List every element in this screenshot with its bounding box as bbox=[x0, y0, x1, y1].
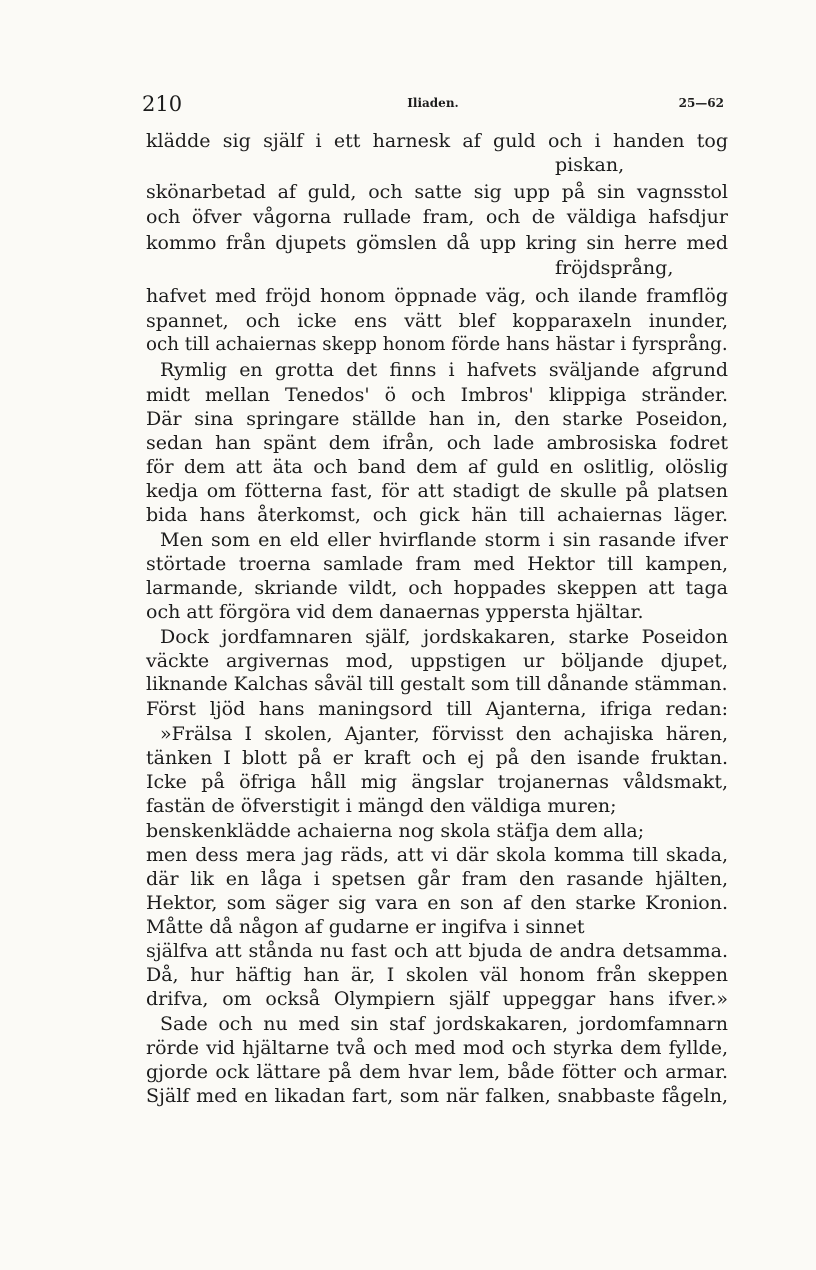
text-line: piskan, bbox=[555, 154, 625, 176]
page-header bbox=[142, 92, 724, 122]
text-line: tänken I blott på er kraft och ej på den isande fruktan. bbox=[146, 747, 728, 769]
text-line: Själf med en likadan fart, som när falken, snabbaste fågeln, bbox=[146, 1085, 728, 1107]
page-number: 210 bbox=[142, 92, 183, 116]
text-line: väckte argivernas mod, uppstigen ur böljande djupet, bbox=[146, 650, 728, 672]
text-line: Rymlig en grotta det finns i hafvets sväljande afgrund bbox=[160, 359, 728, 381]
text-line: liknande Kalchas såväl till gestalt som till dånande stämman. bbox=[146, 674, 728, 695]
text-line: Men som en eld eller hvirflande storm i sin rasande ifver bbox=[160, 529, 728, 551]
text-line: där lik en låga i spetsen går fram den rasande hjälten, bbox=[146, 868, 728, 890]
text-line: men dess mera jag räds, att vi där skola komma till skada, bbox=[146, 844, 728, 866]
text-line: skönarbetad af guld, och satte sig upp på sin vagnsstol bbox=[146, 181, 728, 203]
running-title: Iliaden. bbox=[407, 96, 459, 110]
text-line: själfva att stånda nu fast och att bjuda de andra detsamma. bbox=[146, 940, 728, 962]
text-line: kommo från djupets gömslen då upp kring sin herre med bbox=[146, 232, 728, 254]
text-line: spannet, och icke ens vätt blef kopparaxeln inunder, bbox=[146, 310, 728, 332]
text-line: kedja om fötterna fast, för att stadigt de skulle på platsen bbox=[146, 480, 728, 502]
text-line: och öfver vågorna rullade fram, och de väldiga hafsdjur bbox=[146, 206, 728, 228]
text-line: störtade troerna samlade fram med Hektor till kampen, bbox=[146, 553, 728, 575]
text-line: Sade och nu med sin staf jordskakaren, jordomfamnarn bbox=[160, 1013, 728, 1035]
text-line: klädde sig själf i ett harnesk af guld och i handen tog bbox=[146, 130, 728, 152]
text-line: Först ljöd hans maningsord till Ajanterna, ifriga redan: bbox=[146, 698, 728, 720]
text-line: fröjdsprång, bbox=[555, 257, 674, 279]
text-line: Då, hur häftig han är, I skolen väl honom från skeppen bbox=[146, 964, 728, 986]
text-line: Dock jordfamnaren själf, jordskakaren, starke Poseidon bbox=[160, 626, 728, 648]
text-line: Icke på öfriga håll mig ängslar trojanernas våldsmakt, bbox=[146, 771, 728, 793]
text-line: hafvet med fröjd honom öppnade väg, och ilande framflög bbox=[146, 285, 728, 307]
text-line: rörde vid hjältarne två och med mod och styrka dem fyllde, bbox=[146, 1037, 728, 1059]
line-range: 25—62 bbox=[678, 96, 724, 110]
text-line: »Frälsa I skolen, Ajanter, förvisst den achajiska hären, bbox=[160, 723, 728, 745]
text-line: och att förgöra vid dem danaernas yppersta hjältar. bbox=[146, 601, 644, 623]
text-line: drifva, om också Olympiern själf uppeggar hans ifver.» bbox=[146, 988, 728, 1010]
text-line: sedan han spänt dem ifrån, och lade ambrosiska fodret bbox=[146, 432, 728, 454]
text-line: Måtte då någon af gudarne er ingifva i sinnet bbox=[146, 916, 585, 938]
text-line: midt mellan Tenedos' ö och Imbros' klippiga stränder. bbox=[146, 384, 728, 406]
text-line: fastän de öfverstigit i mängd den väldiga muren; bbox=[146, 795, 617, 817]
text-line: benskenklädde achaierna nog skola stäfja dem alla; bbox=[146, 820, 645, 842]
text-line: för dem att äta och band dem af guld en oslitlig, olöslig bbox=[146, 456, 728, 478]
text-line: bida hans återkomst, och gick hän till achaiernas läger. bbox=[146, 504, 728, 526]
text-line: och till achaiernas skepp honom förde hans hästar i fyrsprång. bbox=[146, 334, 728, 355]
text-line: gjorde ock lättare på dem hvar lem, både fötter och armar. bbox=[146, 1061, 728, 1083]
text-line: larmande, skriande vildt, och hoppades skeppen att taga bbox=[146, 577, 728, 599]
text-line: Hektor, som säger sig vara en son af den starke Kronion. bbox=[146, 892, 728, 914]
text-line: Där sina springare ställde han in, den starke Poseidon, bbox=[146, 408, 728, 430]
